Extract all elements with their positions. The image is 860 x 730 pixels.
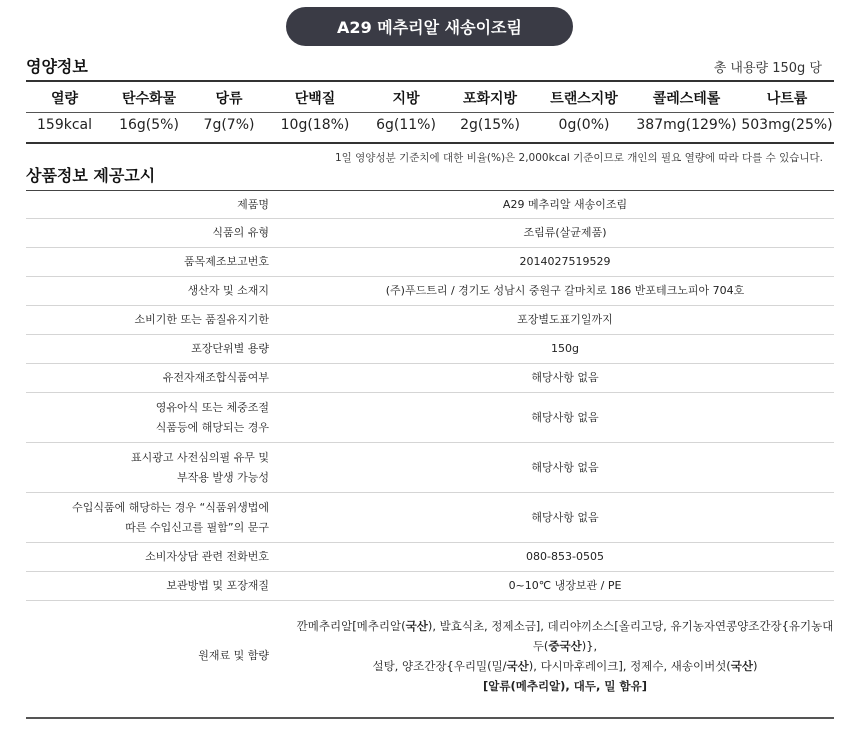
row-value: 해당사항 없음: [296, 393, 834, 443]
row-label: 식품의 유형: [26, 219, 296, 248]
table-row: [26, 219, 834, 248]
header-calories: 열량: [50, 91, 79, 107]
notice-title: 상품정보 제공고시: [26, 166, 156, 185]
row-value: 조림류(살균제품): [296, 219, 834, 248]
nutrition-title: 영양정보: [26, 57, 88, 76]
serving-size: 총 내용량 150g 당: [713, 61, 822, 76]
value-sugars: 7g(7%): [203, 117, 255, 133]
value-carbs: 16g(5%): [119, 117, 179, 133]
nutrition-mid-rule: [26, 112, 834, 113]
row-value: A29 메추리알 새송이조림: [296, 191, 834, 219]
row-label-line: 수입식품에 해당하는 경우 “식품위생법에: [72, 500, 269, 514]
row-label: 포장단위별 용량: [26, 335, 296, 364]
ingredients-text: 깐메추리알[메추리알(: [296, 618, 406, 633]
table-row: [26, 335, 834, 364]
row-label-line: 식품등에 해당되는 경우: [155, 420, 269, 434]
ingredients-text: ): [753, 658, 758, 673]
ingredients-line-2: [296, 656, 834, 676]
table-row: [26, 443, 834, 493]
allergen-info: [알류(메추리알), 대두, 밀 함유]: [483, 678, 647, 693]
ingredients-label: 원재료 및 함량: [198, 648, 269, 662]
daily-value-note: 1일 영양성분 기준치에 대한 비율(%)은 2,000kcal 기준이므로 개인의 필요 열량에 따라 다를 수 있습니다.: [335, 152, 823, 164]
row-label: [26, 493, 296, 543]
ingredients-value: [296, 601, 834, 711]
row-value: 150g: [296, 335, 834, 364]
nutrition-header-row: [26, 88, 834, 108]
row-label-line: 표시광고 사전심의필 유무 및: [130, 450, 269, 464]
table-row: [26, 543, 834, 572]
row-label: 제품명: [26, 191, 296, 219]
table-row: [26, 364, 834, 393]
value-sodium: 503mg(25%): [741, 117, 833, 133]
origin-bold: 중국산: [548, 638, 582, 653]
row-label: 생산자 및 소재지: [26, 277, 296, 306]
product-notice-table: [26, 190, 834, 711]
ingredients-text: ), 다시마후레이크], 정제수, 새송이버섯(: [528, 658, 731, 673]
value-cholesterol: 387mg(129%): [636, 117, 737, 133]
table-row: [26, 191, 834, 219]
ingredients-text: ), 발효식초, 정제소금], 데리야끼소스[올리고당, 유기농자연콩양조간장{유기농대두(: [427, 618, 834, 653]
value-protein: 10g(18%): [280, 117, 350, 133]
row-label: 소비자상담 관련 전화번호: [26, 543, 296, 572]
nutrition-top-rule: [26, 80, 834, 82]
value-fat: 6g(11%): [376, 117, 436, 133]
value-trans-fat: 0g(0%): [558, 117, 610, 133]
row-label: [26, 393, 296, 443]
header-trans-fat: 트랜스지방: [550, 91, 618, 107]
row-label: 소비기한 또는 품질유지기한: [26, 306, 296, 335]
row-label-line: 영유아식 또는 체중조절: [155, 400, 269, 414]
row-value: 해당사항 없음: [296, 493, 834, 543]
table-row: [26, 306, 834, 335]
ingredients-text: 설탕, 양조간장{우리밀(밀/: [372, 658, 507, 673]
table-row: [26, 277, 834, 306]
header-fat: 지방: [392, 91, 420, 107]
table-row: [26, 393, 834, 443]
row-label: 보관방법 및 포장재질: [26, 572, 296, 601]
row-value: 080-853-0505: [296, 543, 834, 572]
row-label-line: 부작용 발생 가능성: [176, 470, 269, 484]
origin-bold: 국산: [730, 658, 754, 673]
row-label: 품목제조보고번호: [26, 248, 296, 277]
header-protein: 단백질: [294, 91, 336, 107]
row-value: 포장별도표기일까지: [296, 306, 834, 335]
header-sodium: 나트륨: [766, 91, 808, 107]
row-label: [26, 443, 296, 493]
value-saturated-fat: 2g(15%): [460, 117, 520, 133]
origin-bold: 국산: [506, 658, 529, 673]
ingredients-text: )},: [581, 638, 598, 653]
nutrition-values-row: [26, 117, 834, 133]
header-sugars: 당류: [215, 91, 243, 107]
row-value: 해당사항 없음: [296, 443, 834, 493]
table-row-ingredients: [26, 601, 834, 711]
table-row: [26, 493, 834, 543]
origin-bold: 국산: [405, 618, 428, 633]
ingredients-line-1: [296, 616, 834, 656]
bottom-rule: [26, 717, 834, 719]
header-cholesterol: 콜레스테롤: [652, 91, 721, 107]
row-label-line: 따른 수입신고를 필함”의 문구: [125, 520, 269, 534]
table-row: [26, 572, 834, 601]
row-label: 유전자재조합식품여부: [26, 364, 296, 393]
nutrition-bottom-rule: [26, 142, 834, 144]
value-calories: 159kcal: [37, 117, 92, 133]
header-saturated-fat: 포화지방: [462, 91, 518, 107]
row-value: 2014027519529: [296, 248, 834, 277]
row-value: 0~10℃ 냉장보관 / PE: [296, 572, 834, 601]
header-carbs: 탄수화물: [121, 91, 177, 107]
product-title-pill: A29 메추리알 새송이조림: [286, 7, 573, 46]
row-value: 해당사항 없음: [296, 364, 834, 393]
table-row: [26, 248, 834, 277]
row-value: (주)푸드트리 / 경기도 성남시 중원구 갈마치로 186 반포테크노피아 704호: [296, 277, 834, 306]
